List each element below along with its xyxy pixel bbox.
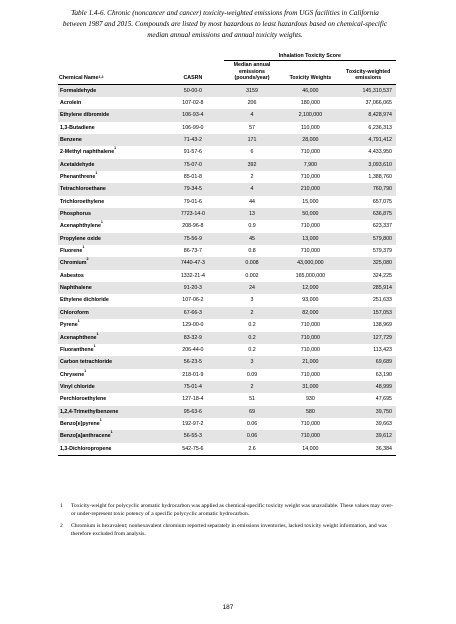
table-row xyxy=(58,171,396,183)
chemical-name-cell: Tetrachloroethane xyxy=(58,183,162,195)
median-emissions-cell: 3159 xyxy=(224,84,281,97)
toxicity-weight-cell: 710,000 xyxy=(300,420,320,427)
chemical-name-cell: Acrolein xyxy=(60,99,82,106)
table-row xyxy=(58,208,396,220)
median-emissions-cell: 51 xyxy=(249,396,255,403)
casrn-cell: 208-96-8 xyxy=(182,223,204,230)
page-number: 187 xyxy=(222,604,234,611)
casrn-cell: 67-66-3 xyxy=(162,307,224,319)
weighted-emissions-cell: 39,663 xyxy=(375,420,392,427)
table-row xyxy=(58,430,396,442)
casrn-cell: 218-01-9 xyxy=(182,371,204,378)
table-row xyxy=(58,294,396,306)
weighted-emissions-cell: 636,875 xyxy=(340,208,396,220)
weighted-emissions-cell: 760,790 xyxy=(340,183,396,195)
median-emissions-cell: 57 xyxy=(249,124,255,131)
casrn-cell: 7440-47-3 xyxy=(162,257,224,269)
col-header-casrn: CASRN xyxy=(162,61,224,84)
median-emissions-cell: 392 xyxy=(224,159,281,171)
table-row xyxy=(58,319,396,331)
chemical-name-cell: Propylene oxide xyxy=(58,233,162,245)
table-row xyxy=(58,109,396,121)
chemical-name-cell: Trichloroethylene xyxy=(60,198,105,205)
table-row xyxy=(58,369,396,381)
median-emissions-cell: 2.6 xyxy=(224,443,281,456)
table-row xyxy=(58,356,396,368)
median-emissions-cell: 6 xyxy=(250,149,254,156)
chemical-name-cell: Vinyl chloride xyxy=(58,381,162,393)
weighted-emissions-cell: 4,791,412 xyxy=(340,134,396,146)
casrn-cell: 91-20-3 xyxy=(162,282,224,294)
median-emissions-cell: 171 xyxy=(224,134,281,146)
casrn-cell: 7723-14-0 xyxy=(162,208,224,220)
footnote-marker: 1 xyxy=(95,171,98,176)
casrn-cell: 50-00-0 xyxy=(162,84,224,97)
footnote-number: 2 xyxy=(60,523,63,529)
toxicity-weight-cell: 2,100,000 xyxy=(280,109,340,121)
toxicity-weight-cell: 210,000 xyxy=(280,183,340,195)
chemical-name-cell: Fluorene$^1$ xyxy=(60,245,85,255)
footnote xyxy=(60,523,395,538)
chemical-name-cell: Asbestos xyxy=(60,272,84,279)
toxicity-weight-cell: 110,000 xyxy=(300,124,320,131)
footnote-marker: 1 xyxy=(114,146,117,151)
table-body xyxy=(58,84,396,455)
casrn-cell: 192-97-2 xyxy=(182,420,204,427)
median-emissions-cell: 2 xyxy=(250,174,254,181)
median-emissions-cell: 24 xyxy=(224,282,281,294)
toxicity-weight-cell: 13,000 xyxy=(280,233,340,245)
casrn-cell: 127-18-4 xyxy=(182,396,204,403)
chemical-name-cell: Carbon tetrachloride xyxy=(58,356,162,368)
weighted-emissions-cell: 69,689 xyxy=(340,356,396,368)
median-emissions-cell: 0.008 xyxy=(224,257,281,269)
casrn-cell: 129-00-0 xyxy=(182,322,204,329)
chemical-name-cell: Phosphorus xyxy=(58,208,162,220)
toxicity-weight-cell: 7,900 xyxy=(280,159,340,171)
chemical-name-cell: Acenaphthylene$^1$ xyxy=(60,220,103,230)
table-row xyxy=(58,393,396,405)
chemical-name-cell: Naphthalene xyxy=(58,282,162,294)
casrn-cell: 75-01-4 xyxy=(162,381,224,393)
toxicity-weight-cell: 710,000 xyxy=(300,371,320,378)
toxicity-weight-cell: 710,000 xyxy=(300,174,320,181)
casrn-cell: 106-99-0 xyxy=(182,124,204,131)
chemical-name-cell: Chrysene$^1$ xyxy=(60,368,87,378)
toxicity-weight-cell: 710,000 xyxy=(300,149,320,156)
toxicity-weight-cell: 165,000,000 xyxy=(295,272,326,279)
footnote-marker: 1 xyxy=(82,245,85,250)
col-header-median: Median annual emissions (pounds/year) xyxy=(224,61,281,84)
table-row xyxy=(58,146,396,158)
median-emissions-cell: 4 xyxy=(224,109,281,121)
casrn-cell: 71-43-2 xyxy=(162,134,224,146)
col-header-weighted: Toxicity-weighted emissions xyxy=(340,61,396,84)
table-row xyxy=(58,307,396,319)
toxicity-weight-cell: 710,000 xyxy=(300,223,320,230)
weighted-emissions-cell: 579,379 xyxy=(372,248,392,255)
weighted-emissions-cell: 157,053 xyxy=(340,307,396,319)
weighted-emissions-cell: 39,612 xyxy=(340,430,396,442)
median-emissions-cell: 206 xyxy=(247,99,257,106)
weighted-emissions-cell: 325,080 xyxy=(340,257,396,269)
weighted-emissions-cell: 579,800 xyxy=(340,233,396,245)
median-emissions-cell: 69 xyxy=(224,406,281,418)
toxicity-weight-cell: 14,000 xyxy=(280,443,340,456)
footnote-marker: 1 xyxy=(110,430,113,435)
casrn-cell: 86-73-7 xyxy=(183,248,203,255)
table-row xyxy=(58,418,396,430)
table-row xyxy=(58,245,396,257)
weighted-emissions-cell: 63,190 xyxy=(375,371,392,378)
casrn-cell: 1332-21-4 xyxy=(180,272,205,279)
table-row xyxy=(58,84,396,97)
toxicity-weight-cell: 930 xyxy=(305,396,315,403)
casrn-cell: 106-93-4 xyxy=(162,109,224,121)
casrn-cell: 95-63-6 xyxy=(162,406,224,418)
casrn-cell: 85-01-8 xyxy=(183,174,203,181)
median-emissions-cell: 0.002 xyxy=(245,272,259,279)
casrn-cell: 75-07-0 xyxy=(162,159,224,171)
chemical-name-cell: Benzo[e]pyrene$^1$ xyxy=(60,417,102,427)
weighted-emissions-cell: 623,337 xyxy=(372,223,392,230)
table-row xyxy=(58,282,396,294)
chemical-name-cell: Chloroform xyxy=(58,307,162,319)
toxicity-weight-cell: 93,000 xyxy=(302,297,319,304)
weighted-emissions-cell: 138,969 xyxy=(372,322,392,329)
toxicity-weight-cell: 82,000 xyxy=(280,307,340,319)
casrn-cell: 79-01-6 xyxy=(183,198,203,205)
table-row xyxy=(58,381,396,393)
median-emissions-cell: 0.06 xyxy=(246,420,258,427)
chemical-name-cell: Benzo[a]anthracene$^1$ xyxy=(58,430,162,442)
toxicity-weight-cell: 15,000 xyxy=(302,198,319,205)
chemical-name-cell: 1,3-Dichloropropene xyxy=(58,443,162,456)
median-emissions-cell: 0.2 xyxy=(248,346,256,353)
weighted-emissions-cell: 324,225 xyxy=(372,272,392,279)
chemical-name-cell: Phenanthrene$^1$ xyxy=(60,171,98,181)
toxicity-weight-cell: 580 xyxy=(280,406,340,418)
median-emissions-cell: 0.2 xyxy=(248,322,256,329)
chemical-name-cell: 2-Methyl naphthalene$^1$ xyxy=(60,146,117,156)
footnote-marker: 1 xyxy=(84,368,87,373)
col-header-chemical: Chemical Name$^{1,2}$ xyxy=(58,61,162,84)
chemical-name-cell: Perchloroethylene xyxy=(60,396,107,403)
casrn-cell: 75-56-9 xyxy=(162,233,224,245)
median-emissions-cell: 3 xyxy=(224,356,281,368)
toxicity-weight-cell: 50,000 xyxy=(280,208,340,220)
footnote-text: Chromium is hexavalent; nonhexavalent chromium reported separately in emissions inventories, lacked toxicity weight information, and was therefore excluded from analysis. xyxy=(71,523,387,537)
weighted-emissions-cell: 3,093,610 xyxy=(340,159,396,171)
table-row xyxy=(58,257,396,269)
table-row xyxy=(58,332,396,344)
footnote-marker: 1 xyxy=(77,319,80,324)
casrn-cell: 83-32-9 xyxy=(162,332,224,344)
median-emissions-cell: 45 xyxy=(224,233,281,245)
weighted-emissions-cell: 251,633 xyxy=(372,297,392,304)
footnote-number: 1 xyxy=(60,503,63,509)
chemical-name-cell: Fluoranthene$^1$ xyxy=(60,343,96,353)
median-emissions-cell: 0.09 xyxy=(246,371,258,378)
chemical-name-cell: Ethylene dichloride xyxy=(60,297,109,304)
toxicity-weight-cell: 180,000 xyxy=(300,99,320,106)
footnote-marker: 1 xyxy=(100,220,103,225)
table-caption: Table 1.4-6. Chronic (noncancer and cancer) toxicity-weighted emissions from UGS facilities in California between 1987 and 2015. Compounds are listed by most hazardous to least hazardous based on chemical-specific median annual emissions and annual toxicity weights. xyxy=(62,9,388,39)
footnote-text: Toxicity-weight for polycyclic aromatic hydrocarbon was applied as chemical-specific toxicity weight was unavailable. These values may over- or under-represent toxic potency of a specific polycyclic aromatic hydrocarbon. xyxy=(71,503,394,517)
weighted-emissions-cell: 36,384 xyxy=(340,443,396,456)
casrn-cell: 107-02-8 xyxy=(182,99,204,106)
table-row xyxy=(58,97,396,109)
chemical-name-cell: 1,2,4-Trimethylbenzene xyxy=(58,406,162,418)
weighted-emissions-cell: 47,695 xyxy=(375,396,392,403)
median-emissions-cell: 3 xyxy=(250,297,254,304)
chemical-name-cell: Acenaphthene$^1$ xyxy=(58,332,162,344)
toxicity-weight-cell: 710,000 xyxy=(300,248,320,255)
casrn-cell: 56-23-5 xyxy=(162,356,224,368)
toxicity-weight-cell: 710,000 xyxy=(280,430,340,442)
median-emissions-cell: 0.06 xyxy=(224,430,281,442)
toxicity-weight-cell: 28,000 xyxy=(280,134,340,146)
toxicity-weight-cell: 46,000 xyxy=(280,84,340,97)
weighted-emissions-cell: 113,423 xyxy=(373,346,392,353)
weighted-emissions-cell: 127,729 xyxy=(340,332,396,344)
chemical-name-cell: Acetaldehyde xyxy=(58,159,162,171)
casrn-cell: 56-55-3 xyxy=(162,430,224,442)
weighted-emissions-cell: 1,388,760 xyxy=(368,174,392,181)
median-emissions-cell: 0.2 xyxy=(224,332,281,344)
median-emissions-cell: 44 xyxy=(249,198,255,205)
weighted-emissions-cell: 4,433,950 xyxy=(368,149,392,156)
table-row xyxy=(58,134,396,146)
chemical-name-cell: Formaldehyde xyxy=(58,84,162,97)
toxicity-table xyxy=(58,52,396,456)
weighted-emissions-cell: 48,999 xyxy=(340,381,396,393)
toxicity-weight-cell: 710,000 xyxy=(300,346,320,353)
chemical-name-cell: Ethylene dibromide xyxy=(58,109,162,121)
median-emissions-cell: 13 xyxy=(224,208,281,220)
median-emissions-cell: 2 xyxy=(224,307,281,319)
weighted-emissions-cell: 285,914 xyxy=(340,282,396,294)
median-emissions-cell: 0.9 xyxy=(248,223,256,230)
footnotes xyxy=(60,503,395,543)
table-row xyxy=(58,443,396,456)
casrn-cell: 107-06-2 xyxy=(182,297,204,304)
table-row xyxy=(58,196,396,208)
chemical-name-cell: Benzene xyxy=(58,134,162,146)
group-header: Inhalation Toxicity Score xyxy=(224,52,396,61)
col-header-weights: Toxicity Weights xyxy=(280,61,340,84)
toxicity-weight-cell: 31,000 xyxy=(280,381,340,393)
table-row xyxy=(58,406,396,418)
footnote xyxy=(60,503,395,518)
table-row xyxy=(58,122,396,134)
weighted-emissions-cell: 8,428,974 xyxy=(340,109,396,121)
weighted-emissions-cell: 6,236,313 xyxy=(368,124,392,131)
median-emissions-cell: 2 xyxy=(224,381,281,393)
casrn-cell: 79-34-5 xyxy=(162,183,224,195)
table-row xyxy=(58,183,396,195)
toxicity-weight-cell: 12,000 xyxy=(280,282,340,294)
median-emissions-cell: 0.8 xyxy=(248,248,256,255)
table-row xyxy=(58,233,396,245)
casrn-cell: 206-44-0 xyxy=(182,346,204,353)
casrn-cell: 542-75-6 xyxy=(162,443,224,456)
toxicity-weight-cell: 710,000 xyxy=(280,332,340,344)
toxicity-weight-cell: 21,000 xyxy=(280,356,340,368)
toxicity-weight-cell: 43,000,000 xyxy=(280,257,340,269)
chemical-name-cell: Pyrene$^1$ xyxy=(60,319,80,329)
weighted-emissions-cell: 37,066,065 xyxy=(365,99,392,106)
table-row xyxy=(58,220,396,232)
weighted-emissions-cell: 39,750 xyxy=(340,406,396,418)
table-row xyxy=(58,344,396,356)
footnote-marker: 2 xyxy=(86,257,89,262)
footnote-marker: 1 xyxy=(96,331,99,336)
chemical-name-cell: Chromium$^2$ xyxy=(58,257,162,269)
toxicity-weight-cell: 710,000 xyxy=(300,322,320,329)
footnote-marker: 1 xyxy=(93,343,96,348)
weighted-emissions-cell: 145,310,537 xyxy=(340,84,396,97)
footnote-marker: 1 xyxy=(99,417,102,422)
median-emissions-cell: 4 xyxy=(224,183,281,195)
table-row xyxy=(58,159,396,171)
weighted-emissions-cell: 657,075 xyxy=(372,198,392,205)
chemical-name-cell: 1,3-Butadiene xyxy=(60,124,95,131)
casrn-cell: 91-57-6 xyxy=(183,149,203,156)
table-row xyxy=(58,270,396,282)
